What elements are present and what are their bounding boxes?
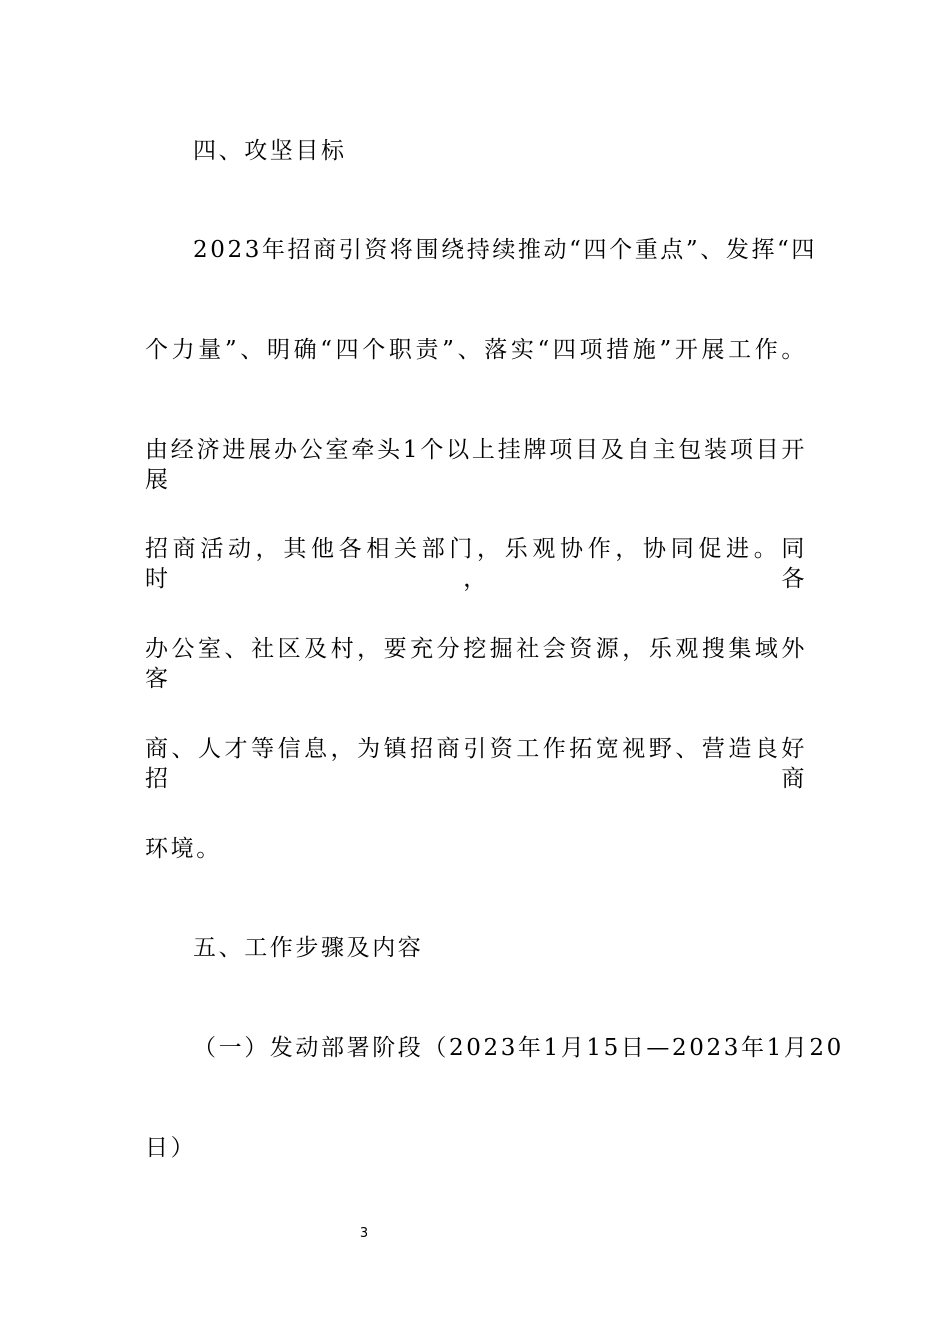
paragraph-line: 商、人才等信息，为镇招商引资工作拓宽视野、营造良好招商 xyxy=(145,736,807,792)
paragraph-line: 环境。 xyxy=(145,836,222,862)
section-heading-five: 五、工作步骤及内容 xyxy=(193,935,424,961)
page-number: 3 xyxy=(359,1226,369,1241)
paragraph-line: 2023年招商引资将围绕持续推动“四个重点”、发挥“四 xyxy=(193,237,818,263)
subsection-heading: （一）发动部署阶段（2023年1月15日—2023年1月20 xyxy=(193,1035,844,1061)
section-heading-four: 四、攻坚目标 xyxy=(193,138,347,164)
paragraph-line: 个力量”、明确“四个职责”、落实“四项措施”开展工作。 xyxy=(145,337,807,363)
subsection-heading-continuation: 日） xyxy=(145,1135,197,1161)
paragraph-line: 由经济进展办公室牵头1个以上挂牌项目及自主包装项目开展 xyxy=(145,437,807,493)
paragraph-line: 招商活动，其他各相关部门，乐观协作，协同促进。同时，各 xyxy=(145,536,807,592)
paragraph-line: 办公室、社区及村，要充分挖掘社会资源，乐观搜集域外客 xyxy=(145,636,807,692)
